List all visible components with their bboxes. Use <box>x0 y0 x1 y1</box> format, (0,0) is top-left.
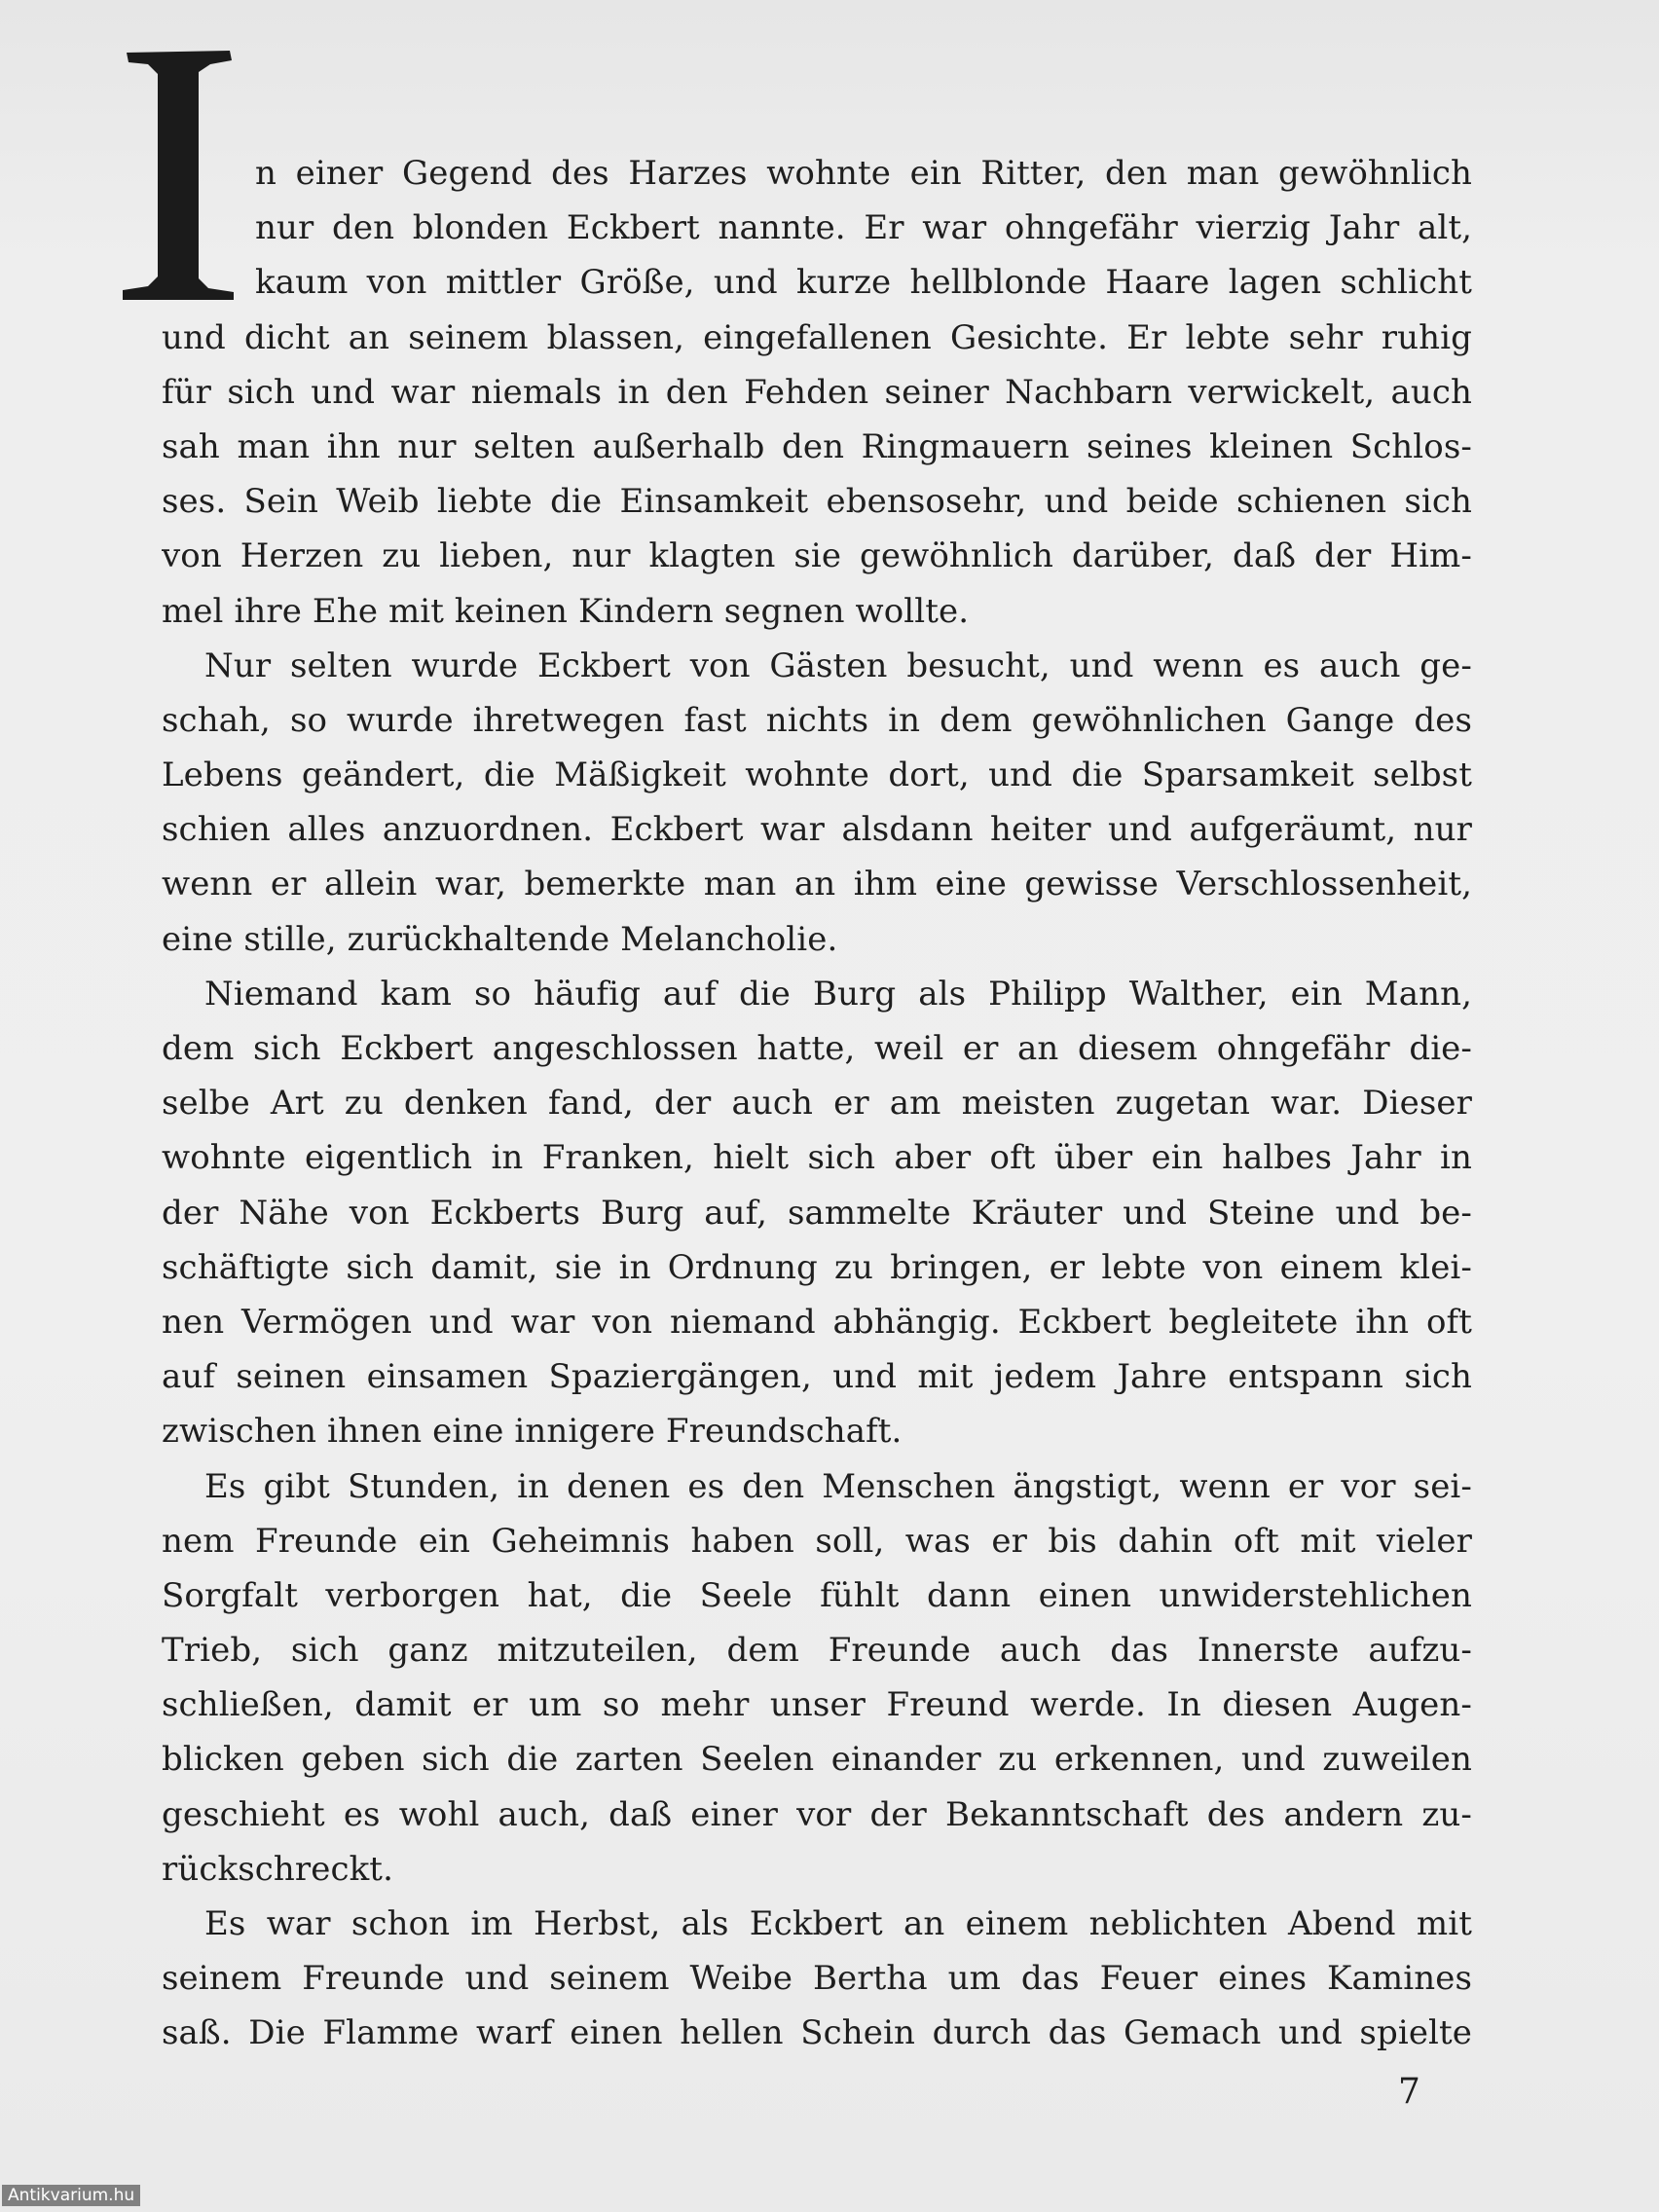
text-line: saß. Die Flamme warf einen hellen Schein durch das Gemach und spielte <box>162 2013 1472 2053</box>
body-text <box>162 146 1472 2061</box>
text-line: n einer Gegend des Harzes wohnte ein Ritter, den man gewöhnlich <box>255 154 1472 193</box>
text-line: sah man ihn nur selten außerhalb den Ringmauern seines kleinen Schlos- <box>162 426 1472 466</box>
text-line: Es war schon im Herbst, als Eckbert an einem neblichten Abend mit <box>204 1904 1472 1943</box>
text-line: seinem Freunde und seinem Weibe Bertha um das Feuer eines Kamines <box>162 1959 1472 1999</box>
text-line: ses. Sein Weib liebte die Einsamkeit ebensosehr, und beide schienen sich <box>162 482 1472 522</box>
text-line: und dicht an seinem blassen, eingefallenen Gesichte. Er lebte sehr ruhig <box>162 317 1472 357</box>
page-number: 7 <box>1398 2072 1420 2112</box>
text-line: schließen, damit er um so mehr unser Freund werde. In diesen Augen- <box>162 1685 1472 1725</box>
paragraph-1 <box>162 146 1472 639</box>
text-line: nur den blonden Eckbert nannte. Er war ohngefähr vierzig Jahr alt, <box>255 208 1472 248</box>
text-line: Trieb, sich ganz mitzuteilen, dem Freunde auch das Innerste aufzu- <box>162 1631 1472 1671</box>
text-line: nem Freunde ein Geheimnis haben soll, was er bis dahin oft mit vieler <box>162 1521 1472 1561</box>
text-line: dem sich Eckbert angeschlossen hatte, weil er an diesem ohngefähr die- <box>162 1029 1472 1068</box>
text-line: schien alles anzuordnen. Eckbert war alsdann heiter und aufgeräumt, nur <box>162 810 1472 850</box>
paragraph-5 <box>162 1897 1472 2061</box>
text-line: von Herzen zu lieben, nur klagten sie gewöhnlich darüber, daß der Him- <box>162 536 1472 576</box>
text-line: geschieht es wohl auch, daß einer vor der Bekanntschaft des andern zu- <box>162 1794 1472 1834</box>
text-line: Sorgfalt verborgen hat, die Seele fühlt dann einen unwiderstehlichen <box>162 1575 1472 1615</box>
text-line: Es gibt Stunden, in denen es den Menschen ängstigt, wenn er vor sei- <box>204 1466 1472 1506</box>
text-line: der Nähe von Eckberts Burg auf, sammelte Kräuter und Steine und be- <box>162 1193 1472 1233</box>
text-line: zwischen ihnen eine innigere Freundschaft. <box>162 1412 903 1452</box>
text-line: kaum von mittler Größe, und kurze hellblonde Haare lagen schlicht <box>255 263 1472 303</box>
text-line: mel ihre Ehe mit keinen Kindern segnen wollte. <box>162 591 970 631</box>
text-line: auf seinen einsamen Spaziergängen, und mit jedem Jahre entspann sich <box>162 1357 1472 1397</box>
text-line: selbe Art zu denken fand, der auch er am meisten zugetan war. Dieser <box>162 1084 1472 1124</box>
paragraph-2 <box>162 639 1472 967</box>
text-line: nen Vermögen und war von niemand abhängig. Eckbert begleitete ihn oft <box>162 1302 1472 1342</box>
watermark: Antikvarium.hu <box>2 2185 140 2206</box>
paragraph-3 <box>162 967 1472 1459</box>
text-line: eine stille, zurückhaltende Melancholie. <box>162 919 838 959</box>
text-line: Lebens geändert, die Mäßigkeit wohnte dort, und die Sparsamkeit selbst <box>162 756 1472 795</box>
text-line: schäftigte sich damit, sie in Ordnung zu bringen, er lebte von einem klei- <box>162 1247 1472 1287</box>
text-line: wohnte eigentlich in Franken, hielt sich aber oft über ein halbes Jahr in <box>162 1138 1472 1178</box>
text-line: Nur selten wurde Eckbert von Gästen besucht, und wenn es auch ge- <box>204 645 1472 685</box>
text-line: rückschreckt. <box>162 1849 393 1889</box>
text-line: blicken geben sich die zarten Seelen einander zu erkennen, und zuweilen <box>162 1740 1472 1780</box>
text-line: Niemand kam so häufig auf die Burg als Philipp Walther, ein Mann, <box>204 974 1472 1014</box>
text-line: für sich und war niemals in den Fehden seiner Nachbarn verwickelt, auch <box>162 372 1472 412</box>
text-line: schah, so wurde ihretwegen fast nichts in dem gewöhnlichen Gange des <box>162 700 1472 740</box>
text-line: wenn er allein war, bemerkte man an ihm eine gewisse Verschlossenheit, <box>162 865 1472 904</box>
paragraph-4 <box>162 1459 1472 1898</box>
